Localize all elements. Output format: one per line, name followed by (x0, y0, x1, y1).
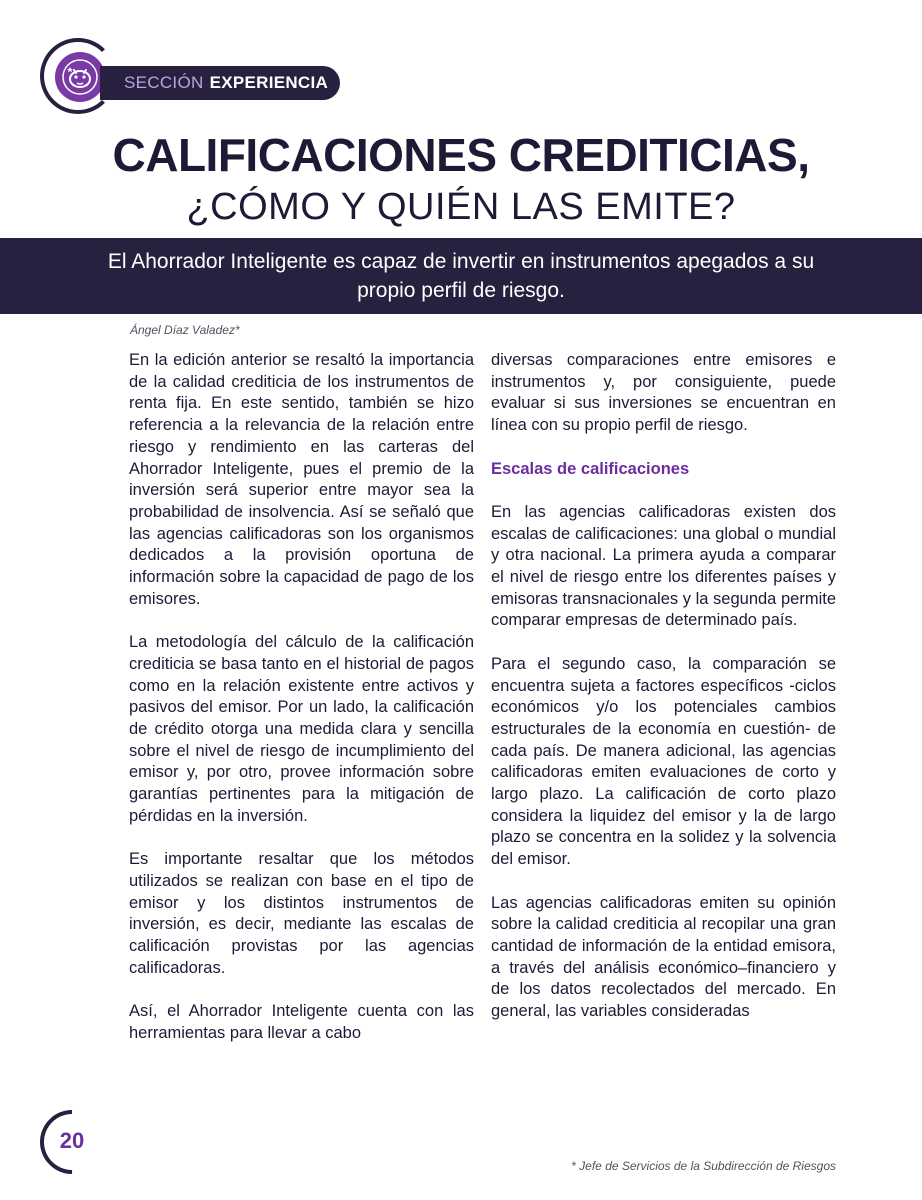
author-byline: Ángel Díaz Valadez* (130, 323, 240, 337)
footnote: * Jefe de Servicios de la Subdirección de Riesgos (571, 1159, 836, 1173)
paragraph: diversas comparaciones entre emisores e instrumentos y, por consiguiente, puede evaluar si sus inversiones se encuentran en línea con su propio perfil de riesgo. (491, 351, 836, 435)
left-column (129, 350, 474, 1066)
article-title-question: ¿CÓMO Y QUIÉN LAS EMITE? (186, 186, 736, 228)
paragraph: En la edición anterior se resaltó la importancia de la calidad crediticia de los instrumentos de renta fija. En este sentido, también se hizo referencia a la relevancia de la relación entre riesgo y rendimiento en las carteras del Ahorrador Inteligente, pues el premio de la inversión será superior entre mayor sea la probabilidad de insolvencia. Así se señaló que las agencias calificadoras son los organismos dedicados a la provisión oportuna de información sobre la capacidad de pago de los emisores. (129, 351, 474, 608)
page-number: 20 (59, 1128, 85, 1153)
paragraph: Para el segundo caso, la comparación se encuentra sujeta a factores específicos -ciclos económicos y/o los potenciales cambios estructurales de la economía en cuestión- de cada país. De manera adicional, las agencias calificadoras emiten evaluaciones de corto y largo plazo. La calificación de corto plazo considera la liquidez del emisor y la de largo plazo se concentra en la solidez y la solvencia del emisor. (491, 654, 836, 869)
paragraph: La metodología del cálculo de la calificación crediticia se basa tanto en el historial de pagos como en la relación existente entre activos y pasivos del emisor. Por un lado, la calificación de crédito otorga una medida clara y sencilla sobre el nivel de riesgo de incumplimiento del emisor y, por otro, provee información sobre garantías pertinentes para la mitigación de pérdidas en la inversión. (129, 633, 474, 825)
article-subtitle: El Ahorrador Inteligente es capaz de invertir en instrumentos apegados a su propio perfil de riesgo. (107, 250, 815, 302)
section-heading: Escalas de calificaciones (491, 459, 690, 478)
right-column (491, 350, 836, 1044)
section-label-light: SECCIÓN (124, 73, 204, 92)
section-label (100, 66, 340, 100)
paragraph: En las agencias calificadoras existen dos escalas de calificaciones: una global o mundial y otra nacional. La primera ayuda a comparar el nivel de riesgo entre los diferentes países y emisoras transnacionales y la segunda permite comparar empresas de determinado país. (491, 502, 836, 630)
article-title: CALIFICACIONES CREDITICIAS, (112, 129, 810, 181)
piggy-bank-icon (55, 52, 105, 102)
paragraph: Las agencias calificadoras emiten su opinión sobre la calidad crediticia al recopilar una gran cantidad de información de la entidad emisora, a través del análisis económico–financiero y de los datos recolectados del mercado. En general, las variables consideradas (491, 893, 836, 1021)
paragraph: Es importante resaltar que los métodos utilizados se realizan con base en el tipo de emisor y los distintos instrumentos de inversión, es decir, mediante las escalas de calificación provistas por las agencias calificadoras. (129, 850, 474, 977)
section-label-bold: EXPERIENCIA (209, 73, 329, 92)
subtitle-banner (0, 238, 922, 314)
paragraph: Así, el Ahorrador Inteligente cuenta con las herramientas para llevar a cabo (129, 1002, 474, 1042)
